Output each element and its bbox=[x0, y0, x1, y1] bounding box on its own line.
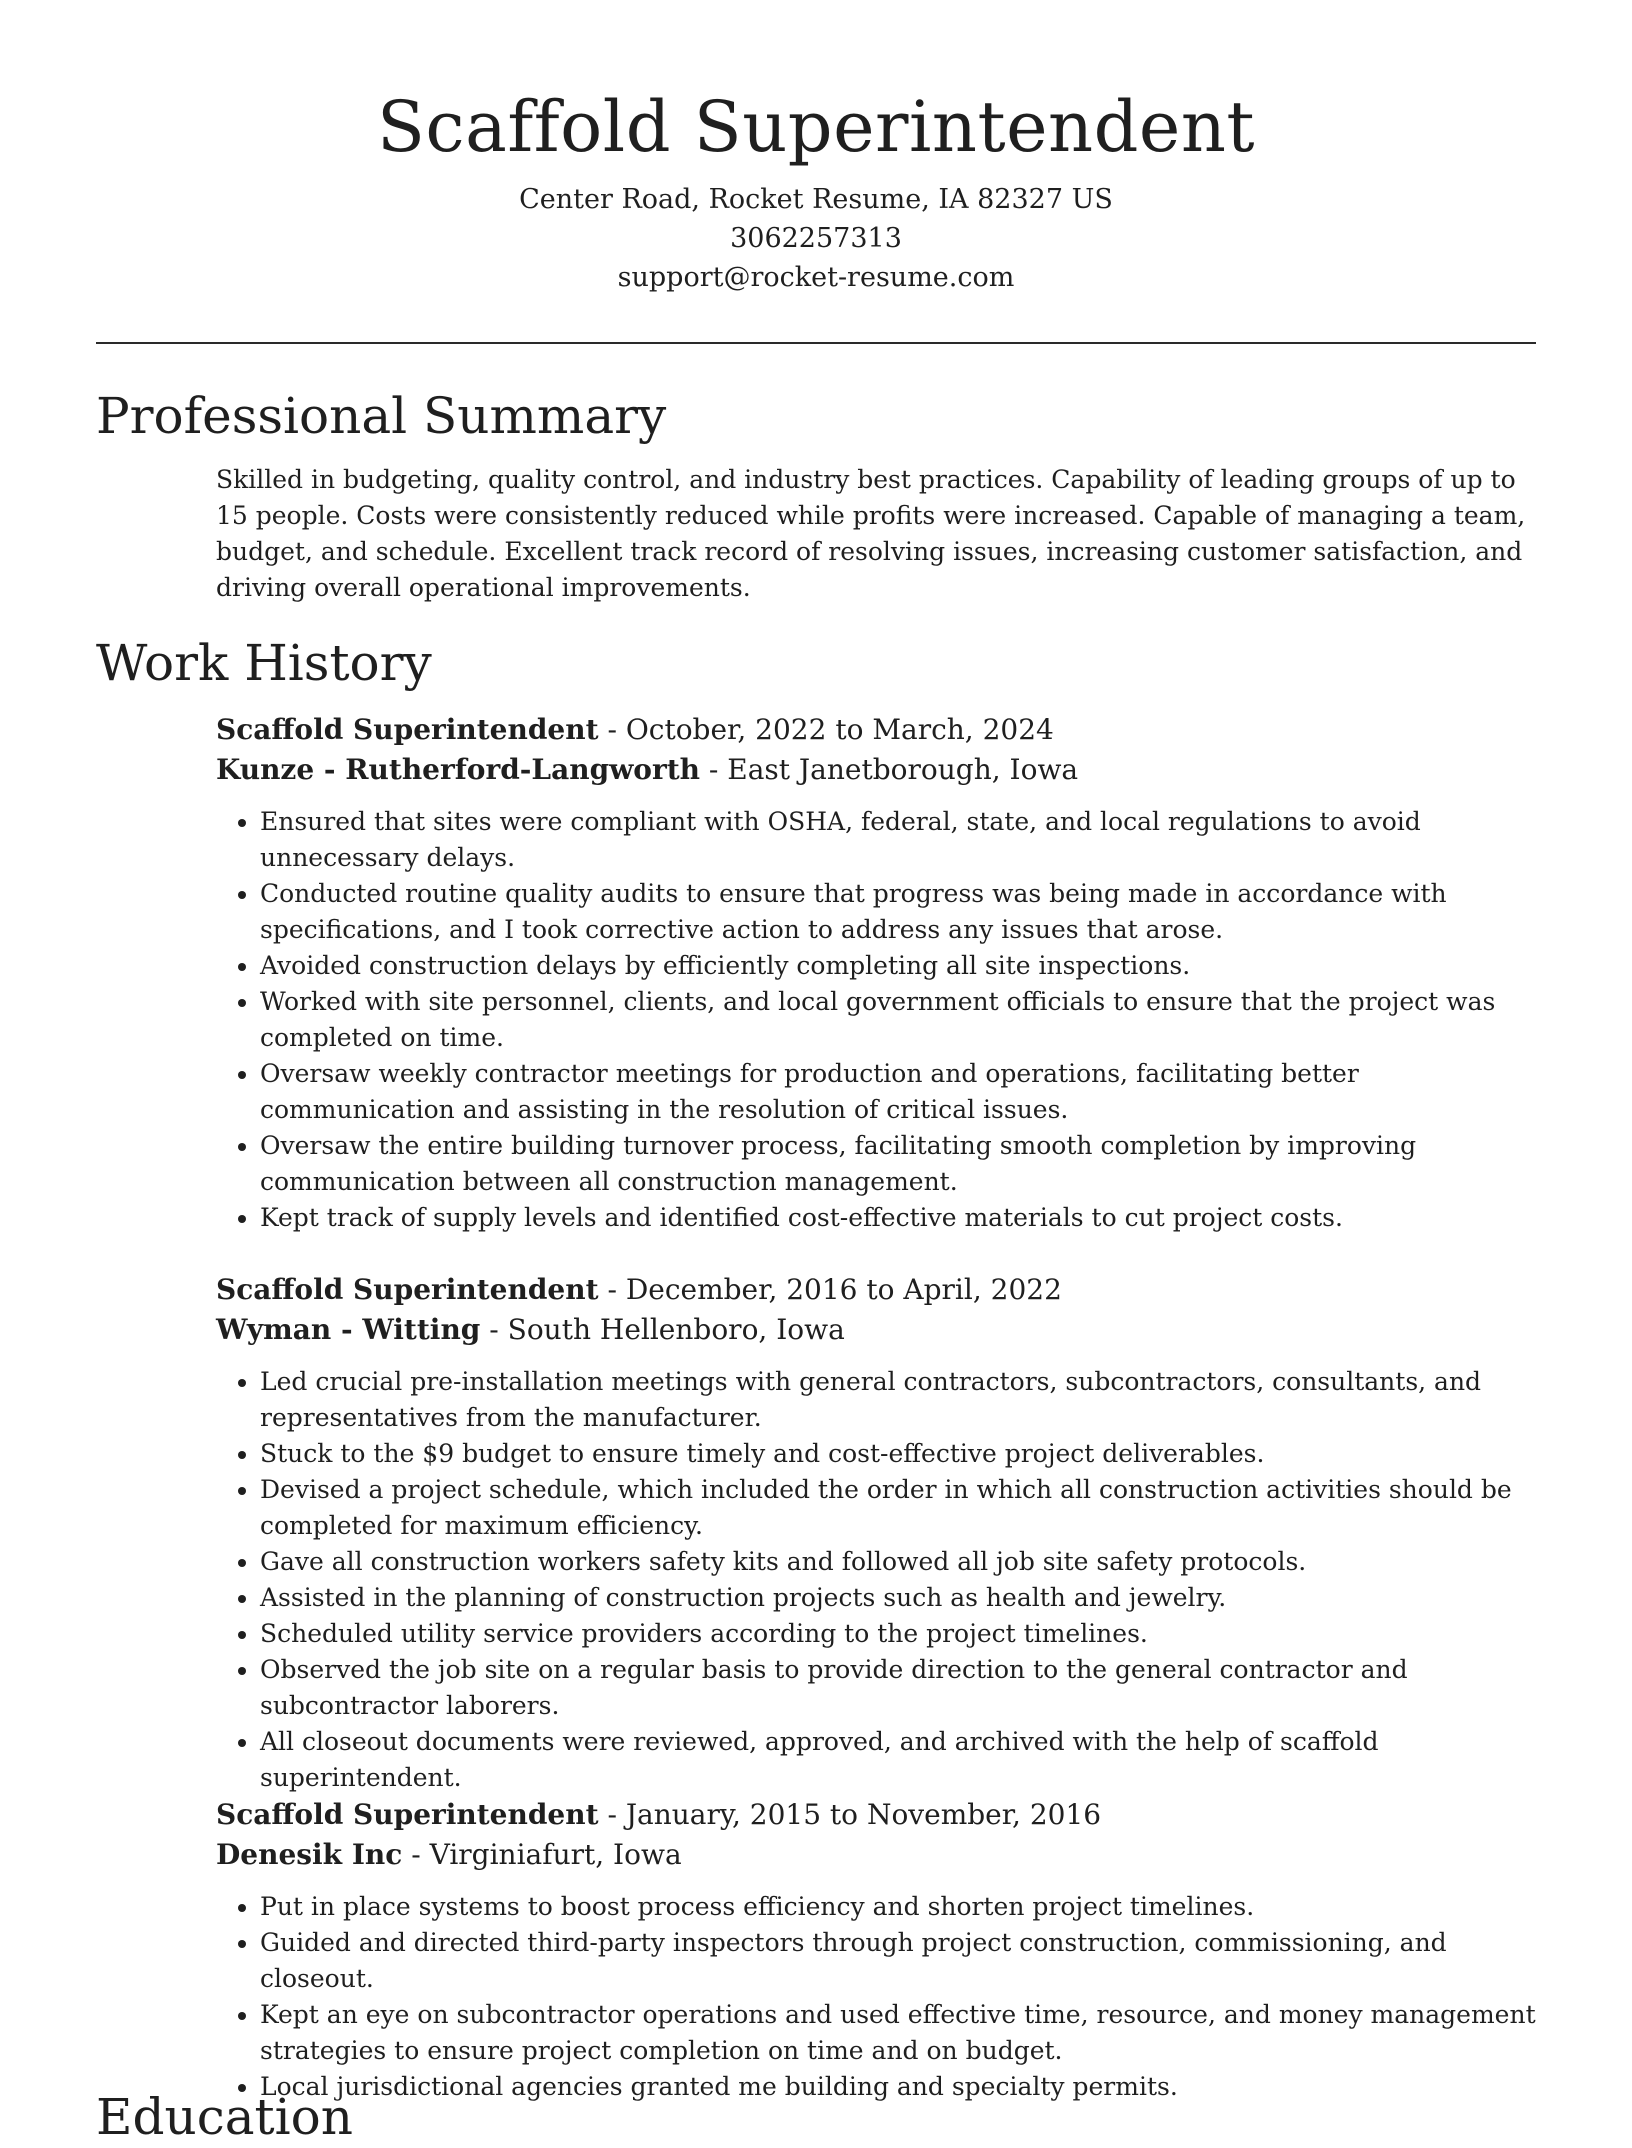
list-item: • Assisted in the planning of construction projects such as health and jewelry. bbox=[260, 1580, 1536, 1616]
job-location: Virginiafurt, Iowa bbox=[429, 1838, 682, 1871]
work-history-heading: Work History bbox=[96, 634, 432, 692]
job-dates: January, 2015 to November, 2016 bbox=[625, 1798, 1102, 1831]
job-bullets bbox=[216, 804, 1536, 1236]
list-item: • Stuck to the $9 budget to ensure timely and cost-effective project deliverables. bbox=[260, 1436, 1536, 1472]
job-dates: October, 2022 to March, 2024 bbox=[625, 713, 1054, 746]
list-item: • Oversaw weekly contractor meetings for production and operations, facilitating better communication and assisting in the resolution of critical issues. bbox=[260, 1056, 1536, 1128]
candidate-name: Scaffold Superintendent bbox=[376, 86, 1256, 168]
job-bullets bbox=[216, 1364, 1536, 1796]
header-divider bbox=[96, 342, 1536, 344]
job-company: Wyman - Witting bbox=[216, 1313, 481, 1346]
list-item: • Gave all construction workers safety kits and followed all job site safety protocols. bbox=[260, 1544, 1536, 1580]
list-item: • Guided and directed third-party inspectors through project construction, commissioning, and closeout. bbox=[260, 1925, 1536, 1997]
job-company-line: Wyman - Witting - South Hellenboro, Iowa bbox=[216, 1313, 845, 1346]
job-title: Scaffold Superintendent bbox=[216, 1273, 599, 1306]
list-item: • Avoided construction delays by efficiently completing all site inspections. bbox=[260, 948, 1536, 984]
job-company: Denesik Inc bbox=[216, 1838, 403, 1871]
job-company: Kunze - Rutherford-Langworth bbox=[216, 753, 701, 786]
contact-address: Center Road, Rocket Resume, IA 82327 US bbox=[519, 184, 1113, 215]
list-item: • Put in place systems to boost process efficiency and shorten project timelines. bbox=[260, 1889, 1536, 1925]
list-item: • Worked with site personnel, clients, and local government officials to ensure that the project was completed on time. bbox=[260, 984, 1536, 1056]
job-title: Scaffold Superintendent bbox=[216, 713, 599, 746]
summary-heading: Professional Summary bbox=[96, 387, 667, 445]
list-item: • Ensured that sites were compliant with OSHA, federal, state, and local regulations to avoid unnecessary delays. bbox=[260, 804, 1536, 876]
job-location: East Janetborough, Iowa bbox=[727, 753, 1079, 786]
summary-text: Skilled in budgeting, quality control, and industry best practices. Capability of leading groups of up to 15 people. Costs were consistently reduced while profits were increased. Capable of managing a team, budget, and schedule. Excellent track record of resolving issues, increasing customer satisfaction, and driving overall operational improvements. bbox=[216, 465, 1526, 602]
list-item: • Kept track of supply levels and identified cost-effective materials to cut project costs. bbox=[260, 1200, 1536, 1236]
contact-email: support@rocket-resume.com bbox=[617, 262, 1015, 293]
job-entry bbox=[216, 710, 1536, 1236]
job-bullets bbox=[216, 1889, 1536, 2105]
resume-header bbox=[0, 82, 1632, 297]
job-company-line: Denesik Inc - Virginiafurt, Iowa bbox=[216, 1838, 682, 1871]
contact-phone: 3062257313 bbox=[730, 223, 902, 254]
job-dates: December, 2016 to April, 2022 bbox=[625, 1273, 1062, 1306]
job-title: Scaffold Superintendent bbox=[216, 1798, 599, 1831]
list-item: • Scheduled utility service providers according to the project timelines. bbox=[260, 1616, 1536, 1652]
list-item: • Kept an eye on subcontractor operations and used effective time, resource, and money management strategies to ensure project completion on time and on budget. bbox=[260, 1997, 1536, 2069]
education-heading: Education bbox=[96, 2088, 353, 2146]
list-item: • All closeout documents were reviewed, approved, and archived with the help of scaffold superintendent. bbox=[260, 1724, 1536, 1796]
job-title-line: Scaffold Superintendent - October, 2022 to March, 2024 bbox=[216, 713, 1054, 746]
list-item: • Oversaw the entire building turnover process, facilitating smooth completion by improving communication between all construction management. bbox=[260, 1128, 1536, 1200]
list-item: • Conducted routine quality audits to ensure that progress was being made in accordance with specifications, and I took corrective action to address any issues that arose. bbox=[260, 876, 1536, 948]
job-entry bbox=[216, 1270, 1536, 1796]
job-title-line: Scaffold Superintendent - December, 2016 to April, 2022 bbox=[216, 1273, 1062, 1306]
job-entry bbox=[216, 1795, 1536, 2105]
job-company-line: Kunze - Rutherford-Langworth - East Janetborough, Iowa bbox=[216, 753, 1079, 786]
list-item: • Observed the job site on a regular basis to provide direction to the general contractor and subcontractor laborers. bbox=[260, 1652, 1536, 1724]
list-item: • Local jurisdictional agencies granted me building and specialty permits. bbox=[260, 2069, 1536, 2105]
job-title-line: Scaffold Superintendent - January, 2015 to November, 2016 bbox=[216, 1798, 1102, 1831]
list-item: • Led crucial pre-installation meetings with general contractors, subcontractors, consultants, and representatives from the manufacturer. bbox=[260, 1364, 1536, 1436]
job-location: South Hellenboro, Iowa bbox=[507, 1313, 845, 1346]
list-item: • Devised a project schedule, which included the order in which all construction activities should be completed for maximum efficiency. bbox=[260, 1472, 1536, 1544]
